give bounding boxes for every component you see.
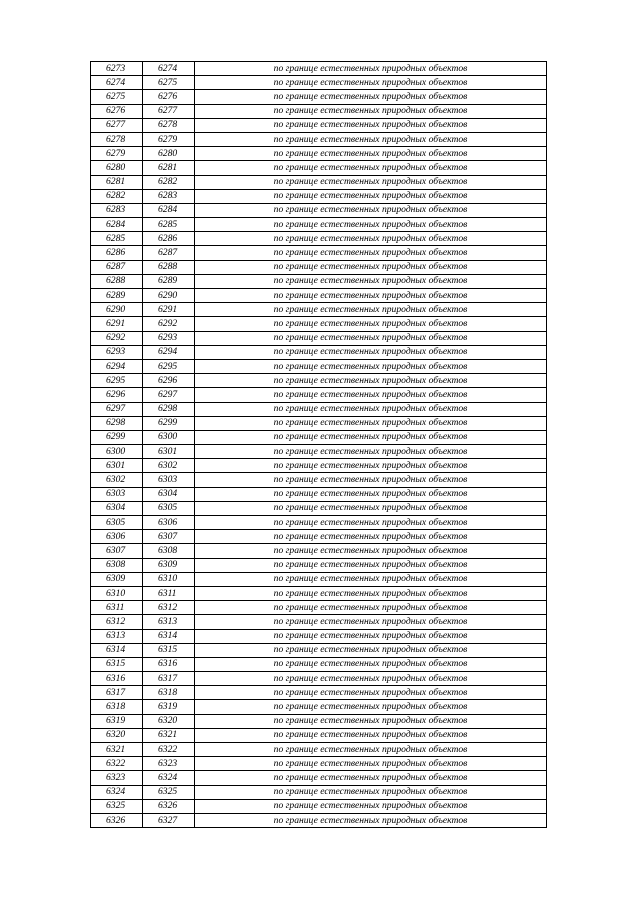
point-from-cell: 6282 bbox=[91, 189, 143, 203]
boundary-description-cell: по границе естественных природных объектов bbox=[195, 714, 547, 728]
boundary-description-cell: по границе естественных природных объектов bbox=[195, 62, 547, 76]
point-to-cell: 6286 bbox=[143, 232, 195, 246]
point-to-cell: 6308 bbox=[143, 544, 195, 558]
point-from-cell: 6323 bbox=[91, 771, 143, 785]
boundary-description-cell: по границе естественных природных объектов bbox=[195, 544, 547, 558]
boundary-description-cell: по границе естественных природных объектов bbox=[195, 445, 547, 459]
point-to-cell: 6323 bbox=[143, 757, 195, 771]
table-row bbox=[91, 672, 547, 686]
point-to-cell: 6300 bbox=[143, 430, 195, 444]
boundary-description-cell: по границе естественных природных объектов bbox=[195, 132, 547, 146]
point-from-cell: 6288 bbox=[91, 274, 143, 288]
boundary-description-cell: по границе естественных природных объектов bbox=[195, 260, 547, 274]
table-row bbox=[91, 516, 547, 530]
table-row bbox=[91, 331, 547, 345]
point-to-cell: 6314 bbox=[143, 629, 195, 643]
boundary-description-cell: по границе естественных природных объектов bbox=[195, 501, 547, 515]
point-to-cell: 6310 bbox=[143, 572, 195, 586]
point-from-cell: 6295 bbox=[91, 374, 143, 388]
boundary-description-cell: по границе естественных природных объектов bbox=[195, 672, 547, 686]
point-to-cell: 6296 bbox=[143, 374, 195, 388]
point-from-cell: 6292 bbox=[91, 331, 143, 345]
point-from-cell: 6326 bbox=[91, 813, 143, 827]
point-from-cell: 6289 bbox=[91, 289, 143, 303]
boundary-description-cell: по границе естественных природных объектов bbox=[195, 232, 547, 246]
point-from-cell: 6305 bbox=[91, 516, 143, 530]
table-row bbox=[91, 728, 547, 742]
boundary-description-cell: по границе естественных природных объектов bbox=[195, 218, 547, 232]
point-to-cell: 6292 bbox=[143, 317, 195, 331]
point-to-cell: 6297 bbox=[143, 388, 195, 402]
boundary-description-cell: по границе естественных природных объектов bbox=[195, 289, 547, 303]
boundary-description-cell: по границе естественных природных объектов bbox=[195, 359, 547, 373]
point-from-cell: 6277 bbox=[91, 118, 143, 132]
table-row bbox=[91, 374, 547, 388]
point-from-cell: 6279 bbox=[91, 147, 143, 161]
boundary-description-cell: по границе естественных природных объектов bbox=[195, 601, 547, 615]
table-row bbox=[91, 274, 547, 288]
boundary-table bbox=[90, 61, 547, 828]
table-row bbox=[91, 218, 547, 232]
point-to-cell: 6289 bbox=[143, 274, 195, 288]
point-from-cell: 6284 bbox=[91, 218, 143, 232]
table-row bbox=[91, 544, 547, 558]
point-to-cell: 6298 bbox=[143, 402, 195, 416]
point-from-cell: 6324 bbox=[91, 785, 143, 799]
point-from-cell: 6320 bbox=[91, 728, 143, 742]
boundary-description-cell: по границе естественных природных объектов bbox=[195, 345, 547, 359]
point-from-cell: 6325 bbox=[91, 799, 143, 813]
boundary-description-cell: по границе естественных природных объектов bbox=[195, 402, 547, 416]
point-to-cell: 6299 bbox=[143, 416, 195, 430]
point-to-cell: 6280 bbox=[143, 147, 195, 161]
point-from-cell: 6304 bbox=[91, 501, 143, 515]
point-to-cell: 6312 bbox=[143, 601, 195, 615]
point-to-cell: 6316 bbox=[143, 657, 195, 671]
point-from-cell: 6306 bbox=[91, 530, 143, 544]
table-row bbox=[91, 530, 547, 544]
table-row bbox=[91, 104, 547, 118]
table-row bbox=[91, 615, 547, 629]
point-from-cell: 6274 bbox=[91, 76, 143, 90]
point-to-cell: 6324 bbox=[143, 771, 195, 785]
point-from-cell: 6316 bbox=[91, 672, 143, 686]
point-from-cell: 6299 bbox=[91, 430, 143, 444]
point-from-cell: 6319 bbox=[91, 714, 143, 728]
point-from-cell: 6276 bbox=[91, 104, 143, 118]
table-row bbox=[91, 714, 547, 728]
boundary-description-cell: по границе естественных природных объектов bbox=[195, 161, 547, 175]
table-row bbox=[91, 345, 547, 359]
boundary-description-cell: по границе естественных природных объектов bbox=[195, 246, 547, 260]
point-from-cell: 6281 bbox=[91, 175, 143, 189]
point-from-cell: 6291 bbox=[91, 317, 143, 331]
boundary-description-cell: по границе естественных природных объектов bbox=[195, 331, 547, 345]
point-from-cell: 6293 bbox=[91, 345, 143, 359]
boundary-description-cell: по границе естественных природных объектов bbox=[195, 615, 547, 629]
boundary-description-cell: по границе естественных природных объектов bbox=[195, 430, 547, 444]
boundary-description-cell: по границе естественных природных объектов bbox=[195, 686, 547, 700]
point-to-cell: 6318 bbox=[143, 686, 195, 700]
point-to-cell: 6302 bbox=[143, 459, 195, 473]
boundary-description-cell: по границе естественных природных объектов bbox=[195, 572, 547, 586]
point-to-cell: 6295 bbox=[143, 359, 195, 373]
boundary-description-cell: по границе естественных природных объектов bbox=[195, 516, 547, 530]
point-from-cell: 6311 bbox=[91, 601, 143, 615]
point-to-cell: 6294 bbox=[143, 345, 195, 359]
boundary-description-cell: по границе естественных природных объектов bbox=[195, 743, 547, 757]
table-row bbox=[91, 487, 547, 501]
table-row bbox=[91, 388, 547, 402]
point-to-cell: 6325 bbox=[143, 785, 195, 799]
point-from-cell: 6308 bbox=[91, 558, 143, 572]
point-from-cell: 6315 bbox=[91, 657, 143, 671]
point-to-cell: 6309 bbox=[143, 558, 195, 572]
table-row bbox=[91, 90, 547, 104]
point-to-cell: 6274 bbox=[143, 62, 195, 76]
point-from-cell: 6310 bbox=[91, 586, 143, 600]
table-row bbox=[91, 771, 547, 785]
table-row bbox=[91, 799, 547, 813]
point-to-cell: 6305 bbox=[143, 501, 195, 515]
table-row bbox=[91, 459, 547, 473]
boundary-description-cell: по границе естественных природных объектов bbox=[195, 76, 547, 90]
table-row bbox=[91, 76, 547, 90]
boundary-description-cell: по границе естественных природных объектов bbox=[195, 189, 547, 203]
table-row bbox=[91, 757, 547, 771]
point-to-cell: 6306 bbox=[143, 516, 195, 530]
table-row bbox=[91, 161, 547, 175]
table-row bbox=[91, 260, 547, 274]
boundary-description-cell: по границе естественных природных объектов bbox=[195, 388, 547, 402]
point-to-cell: 6290 bbox=[143, 289, 195, 303]
point-to-cell: 6303 bbox=[143, 473, 195, 487]
boundary-description-cell: по границе естественных природных объектов bbox=[195, 317, 547, 331]
point-to-cell: 6313 bbox=[143, 615, 195, 629]
table-row bbox=[91, 303, 547, 317]
boundary-description-cell: по границе естественных природных объектов bbox=[195, 274, 547, 288]
point-to-cell: 6301 bbox=[143, 445, 195, 459]
table-row bbox=[91, 189, 547, 203]
point-from-cell: 6313 bbox=[91, 629, 143, 643]
boundary-description-cell: по границе естественных природных объектов bbox=[195, 175, 547, 189]
point-from-cell: 6314 bbox=[91, 643, 143, 657]
table-row bbox=[91, 402, 547, 416]
point-to-cell: 6317 bbox=[143, 672, 195, 686]
boundary-description-cell: по границе естественных природных объектов bbox=[195, 416, 547, 430]
point-from-cell: 6273 bbox=[91, 62, 143, 76]
table-row bbox=[91, 558, 547, 572]
point-from-cell: 6296 bbox=[91, 388, 143, 402]
point-from-cell: 6318 bbox=[91, 700, 143, 714]
point-from-cell: 6302 bbox=[91, 473, 143, 487]
point-to-cell: 6322 bbox=[143, 743, 195, 757]
point-to-cell: 6326 bbox=[143, 799, 195, 813]
table-row bbox=[91, 203, 547, 217]
table-row bbox=[91, 246, 547, 260]
table-row bbox=[91, 445, 547, 459]
boundary-description-cell: по границе естественных природных объектов bbox=[195, 771, 547, 785]
point-from-cell: 6317 bbox=[91, 686, 143, 700]
table-row bbox=[91, 813, 547, 827]
boundary-description-cell: по границе естественных природных объектов bbox=[195, 657, 547, 671]
boundary-description-cell: по границе естественных природных объектов bbox=[195, 90, 547, 104]
boundary-description-cell: по границе естественных природных объектов bbox=[195, 586, 547, 600]
point-to-cell: 6285 bbox=[143, 218, 195, 232]
point-from-cell: 6283 bbox=[91, 203, 143, 217]
boundary-description-cell: по границе естественных природных объектов bbox=[195, 203, 547, 217]
point-to-cell: 6304 bbox=[143, 487, 195, 501]
boundary-description-cell: по границе естественных природных объектов bbox=[195, 374, 547, 388]
table-row bbox=[91, 601, 547, 615]
boundary-description-cell: по границе естественных природных объектов bbox=[195, 487, 547, 501]
point-to-cell: 6293 bbox=[143, 331, 195, 345]
table-row bbox=[91, 62, 547, 76]
boundary-description-cell: по границе естественных природных объектов bbox=[195, 728, 547, 742]
point-from-cell: 6309 bbox=[91, 572, 143, 586]
table-row bbox=[91, 232, 547, 246]
boundary-description-cell: по границе естественных природных объектов bbox=[195, 558, 547, 572]
boundary-description-cell: по границе естественных природных объектов bbox=[195, 104, 547, 118]
table-row bbox=[91, 743, 547, 757]
point-from-cell: 6297 bbox=[91, 402, 143, 416]
boundary-description-cell: по границе естественных природных объектов bbox=[195, 813, 547, 827]
point-from-cell: 6312 bbox=[91, 615, 143, 629]
boundary-description-cell: по границе естественных природных объектов bbox=[195, 118, 547, 132]
boundary-description-cell: по границе естественных природных объектов bbox=[195, 799, 547, 813]
point-to-cell: 6275 bbox=[143, 76, 195, 90]
table-row bbox=[91, 643, 547, 657]
boundary-description-cell: по границе естественных природных объектов bbox=[195, 757, 547, 771]
table-row bbox=[91, 572, 547, 586]
point-from-cell: 6298 bbox=[91, 416, 143, 430]
table-row bbox=[91, 147, 547, 161]
table-row bbox=[91, 586, 547, 600]
point-from-cell: 6286 bbox=[91, 246, 143, 260]
boundary-description-cell: по границе естественных природных объектов bbox=[195, 785, 547, 799]
point-to-cell: 6311 bbox=[143, 586, 195, 600]
point-to-cell: 6287 bbox=[143, 246, 195, 260]
table-row bbox=[91, 629, 547, 643]
table-row bbox=[91, 686, 547, 700]
table-row bbox=[91, 317, 547, 331]
table-row bbox=[91, 359, 547, 373]
point-to-cell: 6281 bbox=[143, 161, 195, 175]
point-from-cell: 6301 bbox=[91, 459, 143, 473]
point-to-cell: 6315 bbox=[143, 643, 195, 657]
table-row bbox=[91, 289, 547, 303]
point-to-cell: 6276 bbox=[143, 90, 195, 104]
point-from-cell: 6322 bbox=[91, 757, 143, 771]
point-from-cell: 6300 bbox=[91, 445, 143, 459]
point-to-cell: 6284 bbox=[143, 203, 195, 217]
table-row bbox=[91, 473, 547, 487]
point-from-cell: 6278 bbox=[91, 132, 143, 146]
point-to-cell: 6291 bbox=[143, 303, 195, 317]
boundary-description-cell: по границе естественных природных объектов bbox=[195, 643, 547, 657]
point-from-cell: 6303 bbox=[91, 487, 143, 501]
boundary-description-cell: по границе естественных природных объектов bbox=[195, 147, 547, 161]
point-from-cell: 6285 bbox=[91, 232, 143, 246]
table-row bbox=[91, 118, 547, 132]
point-from-cell: 6307 bbox=[91, 544, 143, 558]
table-body bbox=[91, 62, 547, 828]
point-to-cell: 6327 bbox=[143, 813, 195, 827]
point-to-cell: 6277 bbox=[143, 104, 195, 118]
table-row bbox=[91, 430, 547, 444]
table-row bbox=[91, 175, 547, 189]
table-row bbox=[91, 501, 547, 515]
boundary-description-cell: по границе естественных природных объектов bbox=[195, 303, 547, 317]
point-to-cell: 6278 bbox=[143, 118, 195, 132]
point-to-cell: 6307 bbox=[143, 530, 195, 544]
table-row bbox=[91, 132, 547, 146]
boundary-description-cell: по границе естественных природных объектов bbox=[195, 459, 547, 473]
point-from-cell: 6294 bbox=[91, 359, 143, 373]
point-from-cell: 6287 bbox=[91, 260, 143, 274]
point-from-cell: 6290 bbox=[91, 303, 143, 317]
point-to-cell: 6282 bbox=[143, 175, 195, 189]
point-from-cell: 6280 bbox=[91, 161, 143, 175]
point-to-cell: 6283 bbox=[143, 189, 195, 203]
boundary-description-cell: по границе естественных природных объектов bbox=[195, 700, 547, 714]
point-from-cell: 6321 bbox=[91, 743, 143, 757]
boundary-description-cell: по границе естественных природных объектов bbox=[195, 629, 547, 643]
point-to-cell: 6320 bbox=[143, 714, 195, 728]
table-row bbox=[91, 700, 547, 714]
point-to-cell: 6288 bbox=[143, 260, 195, 274]
point-to-cell: 6319 bbox=[143, 700, 195, 714]
point-from-cell: 6275 bbox=[91, 90, 143, 104]
boundary-description-cell: по границе естественных природных объектов bbox=[195, 473, 547, 487]
table-row bbox=[91, 785, 547, 799]
point-to-cell: 6279 bbox=[143, 132, 195, 146]
table-row bbox=[91, 416, 547, 430]
boundary-description-cell: по границе естественных природных объектов bbox=[195, 530, 547, 544]
table-row bbox=[91, 657, 547, 671]
point-to-cell: 6321 bbox=[143, 728, 195, 742]
